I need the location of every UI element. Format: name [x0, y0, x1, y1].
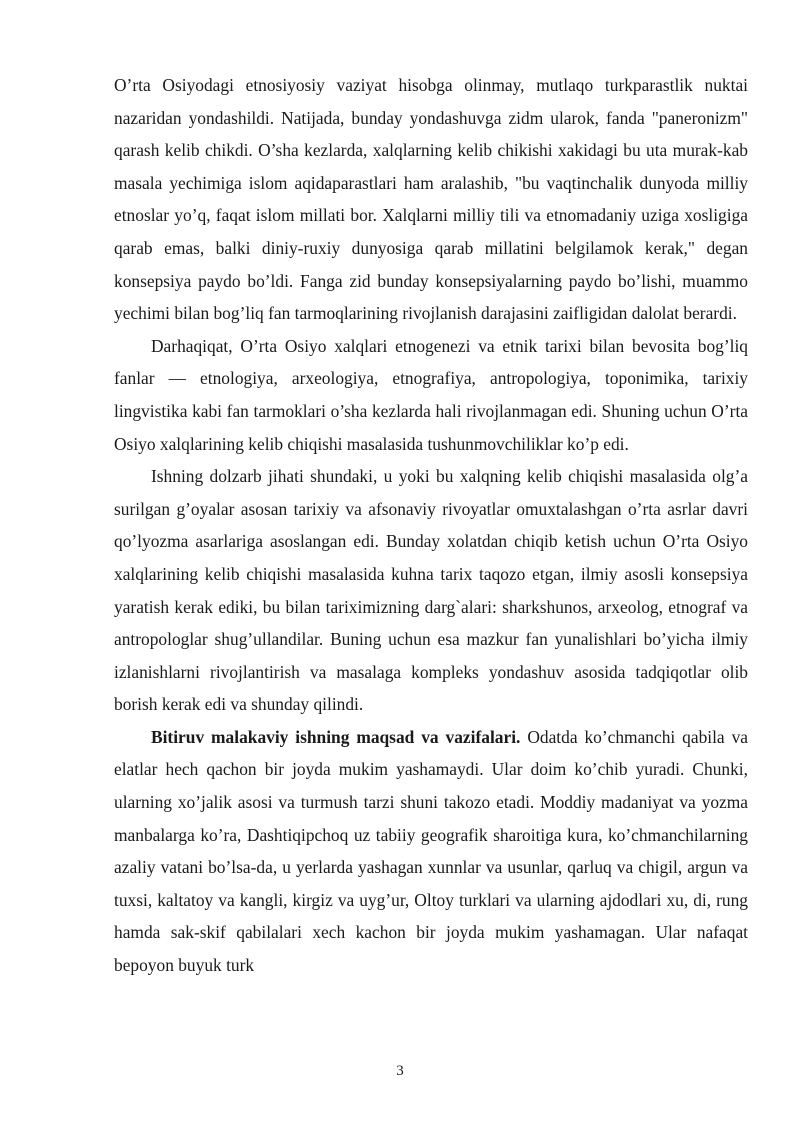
paragraph-4 — [114, 721, 748, 982]
paragraph-3 — [114, 460, 748, 721]
document-body — [114, 69, 748, 982]
section-heading-inline: Bitiruv malakaviy ishning maqsad va vazifalari. — [151, 726, 521, 747]
paragraph-3-text: Ishning dolzarb jihati shundaki, u yoki bu xalqning kelib chiqishi masalasida olg’a surilgan g’oyalar asosan tarixiy va afsonaviy rivoyatlar omuxtalashgan o’rta asrlar davri qo’lyozma asarlariga asoslangan edi. Bunday xolatdan chiqib ketish uchun O’rta Osiyo xalqlarining kelib chiqishi masalasida kuhna tarix taqozo etgan, ilmiy asosli konsepsiya yaratish kerak ediki, bu bilan tariximizning darg`alari: sharkshunos, arxeolog, etnograf va antropologlar shug’ullandilar. Buning uchun esa mazkur fan yunalishlari bo’yicha ilmiy izlanishlarni rivojlantirish va masalaga kompleks yondashuv asosida tadqiqotlar olib borish kerak edi va shunday qilindi. — [114, 466, 748, 715]
paragraph-2-text: Darhaqiqat, O’rta Osiyo xalqlari etnogenezi va etnik tarixi bilan bevosita bog’liq fanlar — etnologiya, arxeologiya, etnografiya, antropologiya, toponimika, tarixiy lingvistika kabi fan tarmoklari o’sha kezlarda hali rivojlanmagan edi. Shuning uchun O’rta Osiyo xalqlarining kelib chiqishi masalasida tushunmovchiliklar ko’p edi. — [114, 335, 748, 454]
paragraph-2 — [114, 330, 748, 460]
paragraph-1-text: O’rta Osiyodagi etnosiyosiy vaziyat hisobga olinmay, mutlaqo turkparastlik nuktai nazaridan yondashildi. Natijada, bunday yondashuvga zidm ularok, fanda "paneronizm" qarash kelib chikdi. O’sha kezlarda, xalqlarning kelib chikishi xakidagi bu uta murak-kab masala yechimiga islom aqidaparastlari ham aralashib, "bu vaqtinchalik dunyoda milliy etnoslar yo’q, faqat islom millati bor. Xalqlarni milliy tili va etnomadaniy uziga xosligiga qarab emas, balki diniy-ruxiy dunyosiga qarab millatini belgilamok kerak," degan konsepsiya paydo bo’ldi. Fanga zid bunday konsepsiyalarning paydo bo’lishi, muammo yechimi bilan bog’liq fan tarmoqlarining rivojlanish darajasini zaifligidan dalolat berardi. — [114, 75, 748, 324]
paragraph-4-text: Odatda ko’chmanchi qabila va elatlar hech qachon bir joyda mukim yashamaydi. Ular doim ko’chib yuradi. Chunki, ularning xo’jalik asosi va turmush tarzi shuni takozo etadi. Moddiy madaniyat va yozma manbalarga ko’ra, Dashtiqipchoq uz tabiiy geografik sharoitiga kura, ko’chmanchilarning azaliy vatani bo’lsa-da, u yerlarda yashagan xunnlar va usunlar, qarluq va chigil, argun va tuxsi, kaltatoy va kangli, kirgiz va uyg’ur, Oltoy turklari va ularning ajdodlari xu, di, rung hamda sak-skif qabilalari xech kachon bir joyda mukim yashamagan. Ular nafaqat bepoyon buyuk turk — [114, 726, 748, 976]
paragraph-1 — [114, 69, 748, 330]
page-number: 3 — [396, 1063, 404, 1079]
